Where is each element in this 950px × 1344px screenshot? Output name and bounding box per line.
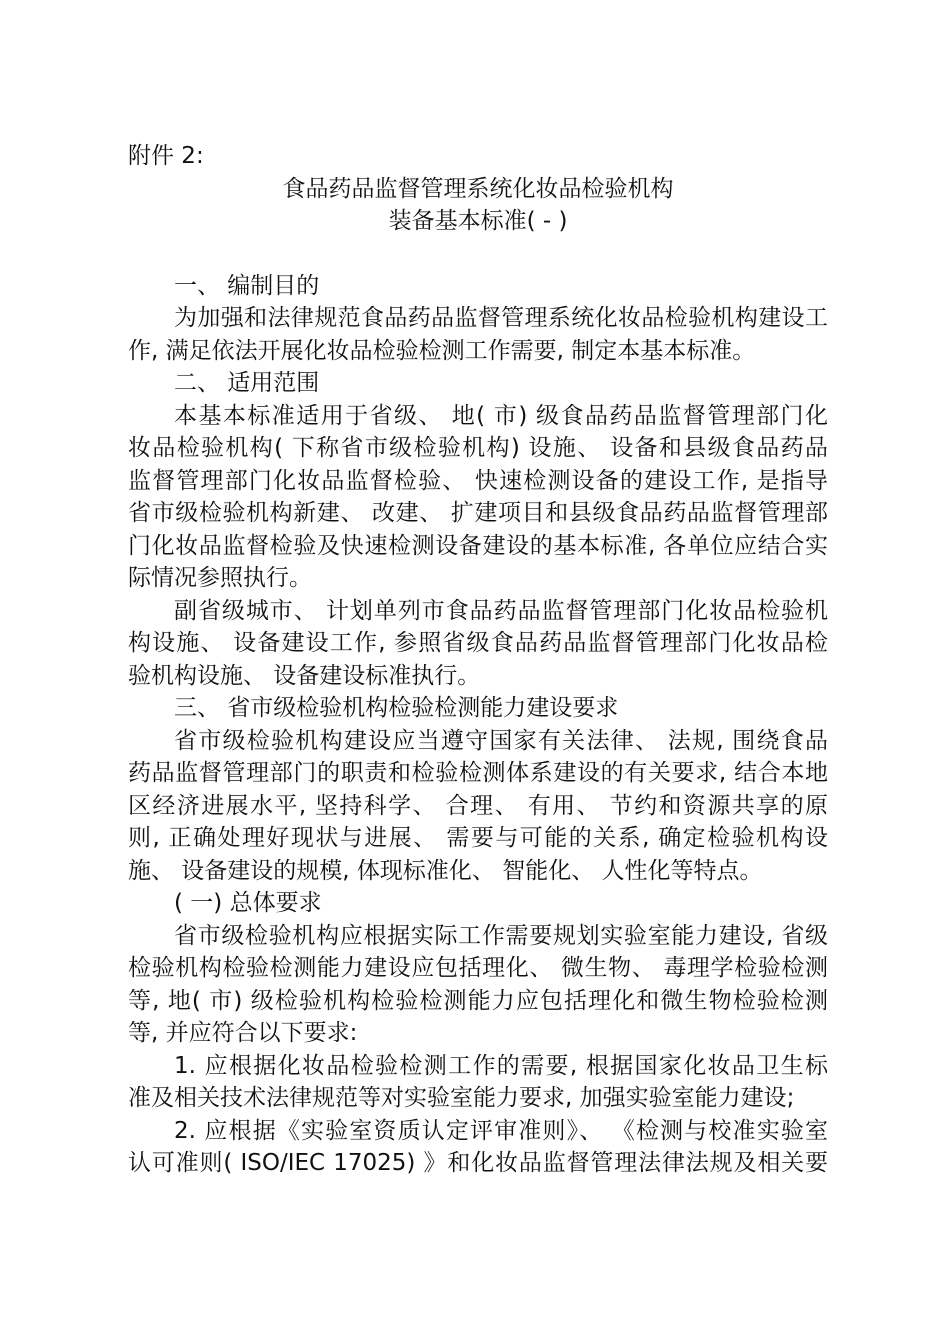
document-title-line-1: 食品药品监督管理系统化妆品检验机构: [282, 175, 674, 202]
document-title-line-2: 装备基本标准( - ): [388, 208, 568, 234]
section-heading: 一、 编制目的: [174, 272, 320, 299]
section-heading: 二、 适用范围: [174, 370, 320, 396]
document-page: [128, 140, 828, 1180]
paragraph-line: 监督管理部门化妆品监督检验、 快速检测设备的建设工作, 是指导: [128, 467, 828, 494]
list-item-line: 1. 应根据化妆品检验检测工作的需要, 根据国家化妆品卫生标: [174, 1052, 828, 1079]
paragraph-line: 区经济进展水平, 坚持科学、 合理、 有用、 节约和资源共享的原: [128, 792, 828, 819]
list-item-line: 准及相关技术法律规范等对实验室能力要求, 加强实验室能力建设;: [128, 1085, 795, 1111]
paragraph-line: 省市级检验机构应根据实际工作需要规划实验室能力建设, 省级: [174, 922, 828, 949]
paragraph-line: 为加强和法律规范食品药品监督管理系统化妆品检验机构建设工: [174, 305, 828, 331]
section-heading: 三、 省市级检验机构检验检测能力建设要求: [174, 695, 619, 721]
list-item-line: 2. 应根据《实验室资质认定评审准则》、 《检测与校准实验室: [174, 1117, 828, 1144]
paragraph-line: 施、 设备建设的规模, 体现标准化、 智能化、 人性化等特点。: [128, 857, 763, 884]
spacer: [128, 238, 828, 270]
paragraph-line: 妆品检验机构( 下称省市级检验机构) 设施、 设备和县级食品药品: [128, 435, 828, 461]
paragraph-line: 构设施、 设备建设工作, 参照省级食品药品监督管理部门化妆品检: [128, 630, 828, 656]
paragraph-line: 副省级城市、 计划单列市食品药品监督管理部门化妆品检验机: [174, 597, 828, 624]
paragraph-line: 省市级检验机构建设应当遵守国家有关法律、 法规, 围绕食品: [174, 727, 828, 754]
attachment-label: 附件 2:: [128, 143, 204, 169]
paragraph-line: 药品监督管理部门的职责和检验检测体系建设的有关要求, 结合本地: [128, 760, 828, 786]
paragraph-line: 检验机构检验检测能力建设应包括理化、 微生物、 毒理学检验检测: [128, 955, 828, 981]
paragraph-line: 等, 地( 市) 级检验机构检验检测能力应包括理化和微生物检验检测: [128, 987, 828, 1014]
paragraph-line: 则, 正确处理好现状与进展、 需要与可能的关系, 确定检验机构设: [128, 825, 828, 851]
paragraph-line: 等, 并应符合以下要求:: [128, 1020, 358, 1046]
paragraph-line: 省市级检验机构新建、 改建、 扩建项目和县级食品药品监督管理部: [128, 500, 828, 526]
subsection-heading: ( 一) 总体要求: [174, 890, 322, 916]
paragraph-line: 验机构设施、 设备建设标准执行。: [128, 662, 481, 689]
list-item-line: 认可准则( ISO/IEC 17025) 》和化妆品监督管理法律法规及相关要: [128, 1150, 828, 1176]
paragraph-line: 门化妆品监督检验及快速检测设备建设的基本标准, 各单位应结合实: [128, 532, 828, 559]
paragraph-line: 作, 满足依法开展化妆品检验检测工作需要, 制定本基本标准。: [128, 337, 756, 364]
paragraph-line: 际情况参照执行。: [128, 565, 312, 591]
paragraph-line: 本基本标准适用于省级、 地( 市) 级食品药品监督管理部门化: [174, 402, 828, 429]
